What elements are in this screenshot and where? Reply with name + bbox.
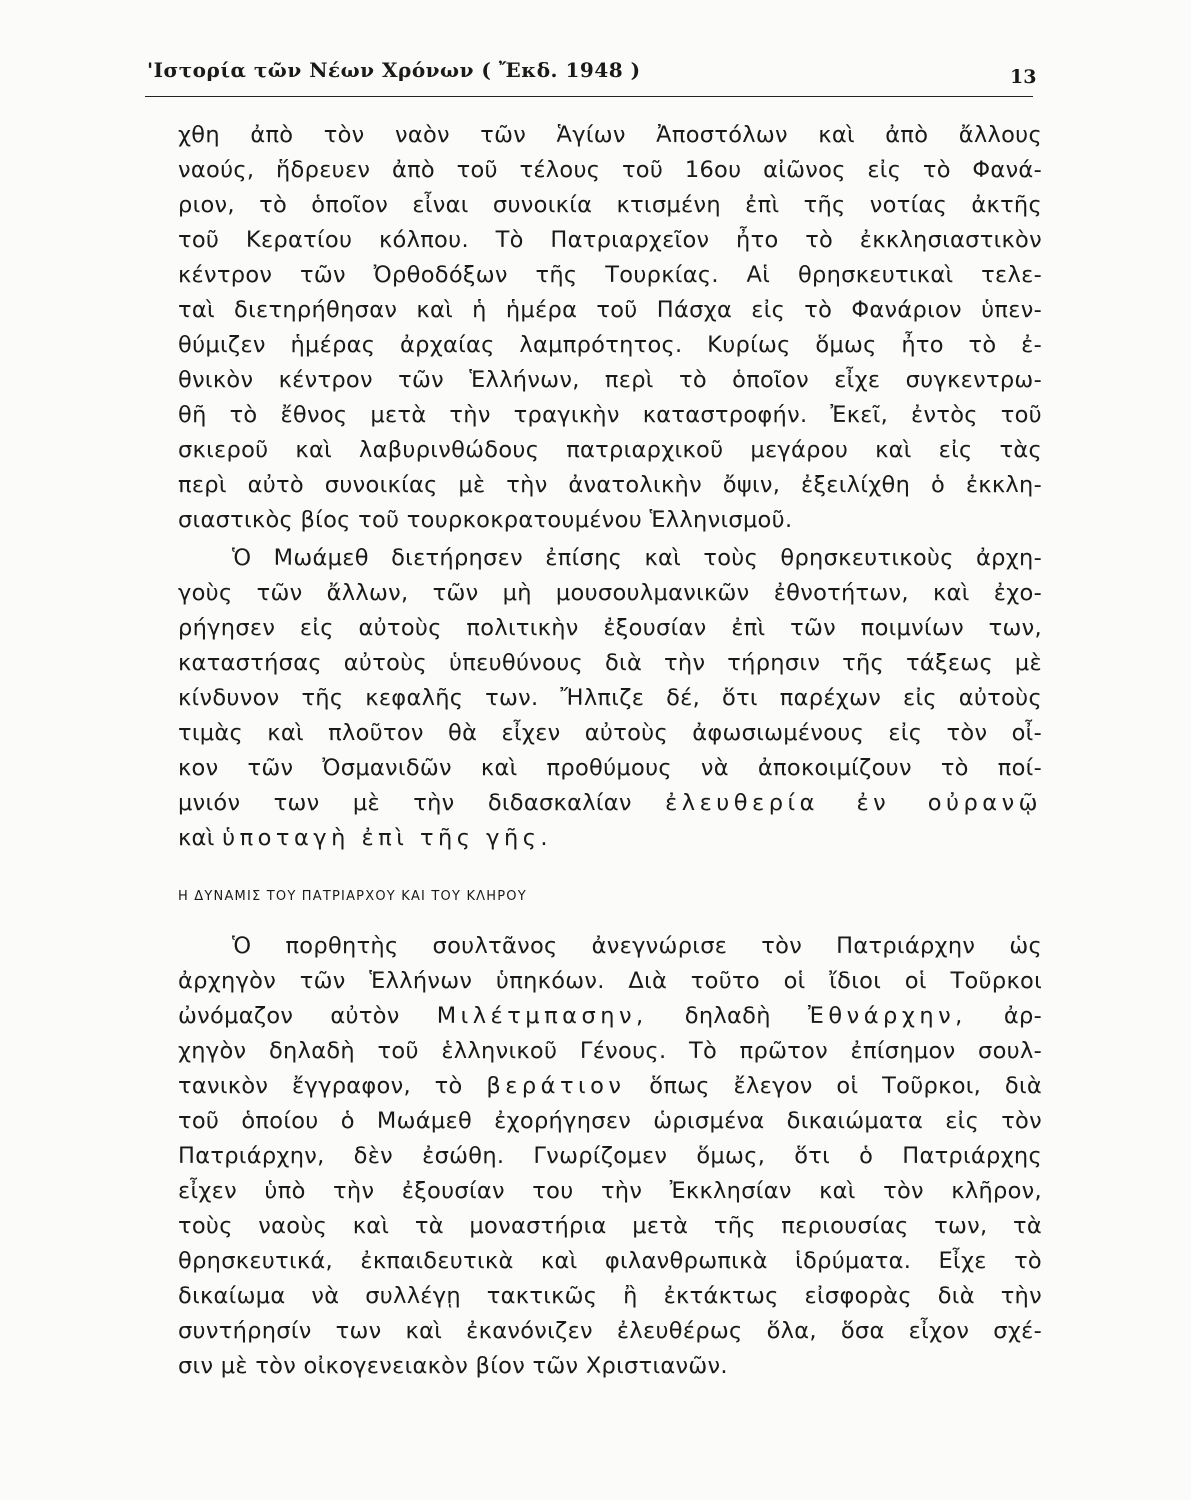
text-line xyxy=(178,821,1042,855)
text-line: ριον, τὸ ὁποῖον εἶναι συνοικία κτισμένη ἐπὶ τῆς νοτίας ἀκτῆς xyxy=(178,192,1042,218)
text-line: θνικὸν κέντρον τῶν Ἑλλήνων, περὶ τὸ ὁποῖον εἶχε συγκεντρω- xyxy=(178,367,1042,393)
text-run: ὅπως ἔλεγον οἱ Τοῦρκοι, διὰ xyxy=(649,1073,1042,1099)
running-title: 'Ιστορία τῶν Νέων Χρόνων ( Ἔκδ. 1948 ) xyxy=(147,58,641,82)
text-line: θῆ τὸ ἔθνος μετὰ τὴν τραγικὴν καταστροφήν. Ἐκεῖ, ἐντὸς τοῦ xyxy=(178,402,1042,428)
spaced-emphasis: Μιλέτμπασην, xyxy=(436,1003,648,1029)
text-line: κίνδυνον τῆς κεφαλῆς των. Ἤλπιζε δέ, ὅτι παρέχων εἰς αὐτοὺς xyxy=(178,685,1042,711)
spaced-emphasis: Ἐθνάρχην, xyxy=(807,1003,967,1029)
text-line: χθη ἀπὸ τὸν ναὸν τῶν Ἁγίων Ἀποστόλων καὶ ἀπὸ ἄλλους xyxy=(178,122,1042,148)
text-run: ἀρ- xyxy=(1003,1003,1043,1029)
text-line: τοῦ ὁποίου ὁ Μωάμεθ ἐχορήγησεν ὡρισμένα δικαιώματα εἰς τὸν xyxy=(178,1108,1042,1134)
text-line: χηγὸν δηλαδὴ τοῦ ἑλληνικοῦ Γένους. Τὸ πρῶτον ἐπίσημον σουλ- xyxy=(178,1038,1042,1064)
section-heading: Η ΔΥΝΑΜΙΣ ΤΟΥ ΠΑΤΡΙΑΡΧΟΥ ΚΑΙ ΤΟΥ ΚΛΗΡΟΥ xyxy=(178,889,527,904)
text-line: Πατριάρχην, δὲν ἐσώθη. Γνωρίζομεν ὅμως, ὅτι ὁ Πατριάρχης xyxy=(178,1143,1042,1169)
text-run: καὶ xyxy=(178,825,215,851)
page-number: 13 xyxy=(1010,66,1037,88)
text-line: σκιεροῦ καὶ λαβυρινθώδους πατριαρχικοῦ μεγάρου καὶ εἰς τὰς xyxy=(178,437,1042,463)
text-line: Ὁ Μωάμεθ διετήρησεν ἐπίσης καὶ τοὺς θρησκευτικοὺς ἀρχη- xyxy=(232,545,1042,571)
text-line: τιμὰς καὶ πλοῦτον θὰ εἶχεν αὐτοὺς ἀφωσιωμένους εἰς τὸν οἶ- xyxy=(178,720,1042,746)
text-line: σιαστικὸς βίος τοῦ τουρκοκρατουμένου Ἑλληνισμοῦ. xyxy=(178,507,793,533)
text-run: ὠνόμαζον αὐτὸν xyxy=(178,1003,400,1029)
text-run: μνιόν των μὲ τὴν διδασκαλίαν xyxy=(178,790,632,816)
text-run: τανικὸν ἔγγραφον, τὸ xyxy=(178,1073,463,1099)
text-line xyxy=(178,786,1042,820)
text-line: περὶ αὐτὸ συνοικίας μὲ τὴν ἀνατολικὴν ὄψιν, ἐξειλίχθη ὁ ἐκκλη- xyxy=(178,472,1042,498)
text-line: ρήγησεν εἰς αὐτοὺς πολιτικὴν ἐξουσίαν ἐπὶ τῶν ποιμνίων των, xyxy=(178,615,1042,641)
text-line: κέντρον τῶν Ὀρθοδόξων τῆς Τουρκίας. Αἱ θρησκευτικαὶ τελε- xyxy=(178,262,1042,288)
text-run: δηλαδὴ xyxy=(684,1003,771,1029)
text-line: Ὁ πορθητὴς σουλτᾶνος ἀνεγνώρισε τὸν Πατριάρχην ὡς xyxy=(232,933,1042,959)
text-line: ναούς, ἥδρευεν ἀπὸ τοῦ τέλους τοῦ 16ου αἰῶνος εἰς τὸ Φανά- xyxy=(178,157,1042,183)
text-line: γοὺς τῶν ἄλλων, τῶν μὴ μουσουλμανικῶν ἐθνοτήτων, καὶ ἐχο- xyxy=(178,580,1042,606)
text-line: τοὺς ναοὺς καὶ τὰ μοναστήρια μετὰ τῆς περιουσίας των, τὰ xyxy=(178,1213,1042,1239)
text-line: τοῦ Κερατίου κόλπου. Τὸ Πατριαρχεῖον ἦτο τὸ ἐκκλησιαστικὸν xyxy=(178,227,1042,253)
header-rule xyxy=(145,96,1033,97)
text-line: σιν μὲ τὸν οἰκογενειακὸν βίον τῶν Χριστιανῶν. xyxy=(178,1353,728,1379)
spaced-emphasis: ἐλευθερία ἐν οὐρανῷ xyxy=(665,790,1043,816)
text-line: ταὶ διετηρήθησαν καὶ ἡ ἡμέρα τοῦ Πάσχα εἰς τὸ Φανάριον ὑπεν- xyxy=(178,297,1042,323)
text-line: καταστήσας αὐτοὺς ὑπευθύνους διὰ τὴν τήρησιν τῆς τάξεως μὲ xyxy=(178,650,1042,676)
spaced-emphasis: ὑποταγὴ ἐπὶ τῆς γῆς. xyxy=(222,825,553,851)
text-line: θύμιζεν ἡμέρας ἀρχαίας λαμπρότητος. Κυρίως ὅμως ἦτο τὸ ἐ- xyxy=(178,332,1042,358)
spaced-emphasis: βεράτιον xyxy=(486,1073,626,1099)
text-line: εἶχεν ὑπὸ τὴν ἐξουσίαν του τὴν Ἐκκλησίαν καὶ τὸν κλῆρον, xyxy=(178,1178,1042,1204)
text-line: κον τῶν Ὀσμανιδῶν καὶ προθύμους νὰ ἀποκοιμίζουν τὸ ποί- xyxy=(178,755,1042,781)
text-line: δικαίωμα νὰ συλλέγῃ τακτικῶς ἢ ἐκτάκτως εἰσφορὰς διὰ τὴν xyxy=(178,1283,1042,1309)
text-line: ἀρχηγὸν τῶν Ἑλλήνων ὑπηκόων. Διὰ τοῦτο οἱ ἴδιοι οἱ Τοῦρκοι xyxy=(178,968,1042,994)
text-line: θρησκευτικά, ἐκπαιδευτικὰ καὶ φιλανθρωπικὰ ἱδρύματα. Εἶχε τὸ xyxy=(178,1248,1042,1274)
text-line xyxy=(178,1069,1042,1103)
text-line xyxy=(178,999,1042,1033)
text-line: συντήρησίν των καὶ ἐκανόνιζεν ἐλευθέρως ὅλα, ὅσα εἶχον σχέ- xyxy=(178,1318,1042,1344)
